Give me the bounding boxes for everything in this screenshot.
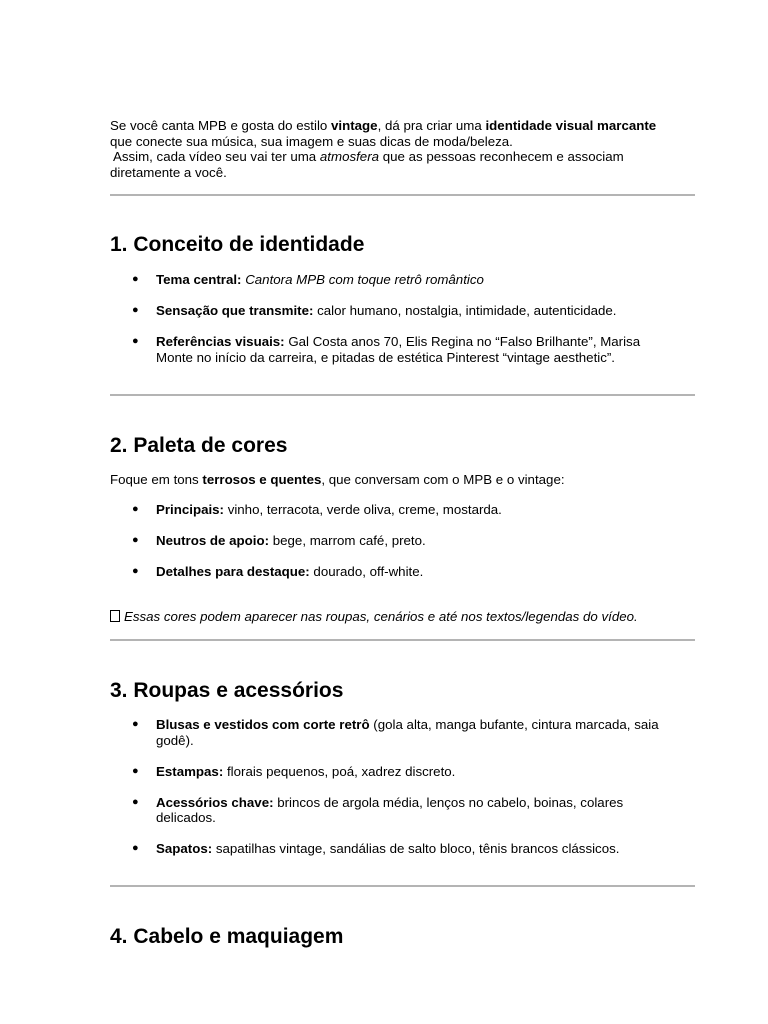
lead-text: Foque em tons	[110, 472, 203, 487]
section-2-lead	[110, 472, 695, 488]
bullet-icon: ●	[132, 842, 139, 854]
list-item	[110, 502, 695, 518]
list-item	[110, 272, 695, 288]
intro-text: que as pessoas reconhecem e associam	[379, 149, 624, 164]
item-text: Cantora MPB com toque retrô romântico	[245, 272, 484, 287]
list-item	[110, 841, 695, 857]
item-text-cont: godê).	[156, 732, 194, 748]
item-text: dourado, off-white.	[313, 564, 424, 579]
section-2-list	[110, 502, 695, 580]
bullet-icon: ●	[132, 565, 139, 577]
list-item	[110, 564, 695, 580]
item-label: Referências visuais:	[156, 334, 285, 349]
item-label: Acessórios chave:	[156, 794, 274, 810]
list-item	[110, 764, 695, 780]
list-item	[110, 533, 695, 549]
item-label: Detalhes para destaque:	[156, 564, 310, 579]
item-label: Estampas:	[156, 763, 224, 779]
missing-glyph-icon	[110, 610, 120, 622]
item-label: Blusas e vestidos com corte retrô	[156, 717, 370, 732]
item-text: florais pequenos, poá, xadrez discreto.	[226, 763, 456, 779]
section-4-heading: 4. Cabelo e maquiagem	[110, 925, 344, 948]
section-3-list	[110, 717, 695, 857]
bullet-icon: ●	[132, 718, 139, 730]
item-text: (gola alta, manga bufante, cintura marcada, saia	[373, 717, 659, 732]
item-text: Gal Costa anos 70, Elis Regina no “Falso Brilhante”, Marisa	[288, 334, 641, 349]
lead-text: , que conversam com o MPB e o vintage:	[321, 472, 565, 487]
bullet-icon: ●	[132, 795, 139, 808]
intro-text: Se você canta MPB e gosta do estilo	[110, 118, 332, 133]
note-text: Essas cores podem aparecer nas roupas, cenários e até nos textos/legendas do vídeo.	[124, 609, 638, 624]
intro-bold-identidade: identidade visual marcante	[485, 118, 657, 133]
intro-italic-atmosfera: atmosfera	[319, 149, 380, 164]
item-label: Neutros de apoio:	[156, 533, 270, 548]
item-label: Sapatos:	[156, 841, 213, 856]
list-item	[110, 717, 695, 748]
section-3-heading: 3. Roupas e acessórios	[110, 679, 344, 702]
intro-bold-vintage: vintage	[331, 118, 378, 133]
lead-bold: terrosos e quentes	[202, 472, 322, 487]
section-2-heading: 2. Paleta de cores	[110, 434, 288, 457]
item-text: vinho, terracota, verde oliva, creme, mostarda.	[227, 502, 502, 517]
section-divider	[110, 394, 695, 396]
intro-text: Assim, cada vídeo seu vai ter uma	[110, 149, 320, 164]
bullet-icon: ●	[132, 335, 139, 347]
list-item	[110, 303, 695, 319]
item-text: sapatilhas vintage, sandálias de salto bloco, tênis brancos clássicos.	[215, 841, 620, 856]
item-text-cont: delicados.	[156, 810, 216, 825]
item-label: Sensação que transmite:	[156, 303, 314, 318]
list-item	[110, 334, 695, 365]
list-item	[110, 795, 695, 826]
item-text: brincos de argola média, lenços no cabelo, boinas, colares	[277, 794, 624, 810]
section-divider	[110, 639, 695, 641]
bullet-icon: ●	[132, 273, 139, 285]
item-text-cont: Monte no início da carreira, e pitadas de estética Pinterest “vintage aesthetic”.	[156, 349, 615, 365]
intro-line-3	[110, 149, 695, 165]
bullet-icon: ●	[132, 304, 139, 316]
intro-text: , dá pra criar uma	[377, 118, 486, 133]
item-label: Principais:	[156, 502, 224, 517]
item-label: Tema central:	[156, 272, 242, 287]
section-1-list	[110, 272, 695, 365]
intro-line-4: diretamente a você.	[110, 164, 227, 180]
intro-line-1	[110, 118, 695, 134]
bullet-icon: ●	[132, 534, 139, 546]
section-1-heading: 1. Conceito de identidade	[110, 233, 365, 256]
item-text: bege, marrom café, preto.	[272, 533, 426, 548]
section-divider	[110, 194, 695, 196]
intro-paragraph	[110, 118, 695, 180]
intro-line-2: que conecte sua música, sua imagem e suas dicas de moda/beleza.	[110, 133, 513, 149]
item-text: calor humano, nostalgia, intimidade, autenticidade.	[317, 303, 617, 318]
section-divider	[110, 885, 695, 887]
palette-note	[110, 609, 695, 625]
bullet-icon: ●	[132, 503, 139, 515]
bullet-icon: ●	[132, 764, 139, 777]
